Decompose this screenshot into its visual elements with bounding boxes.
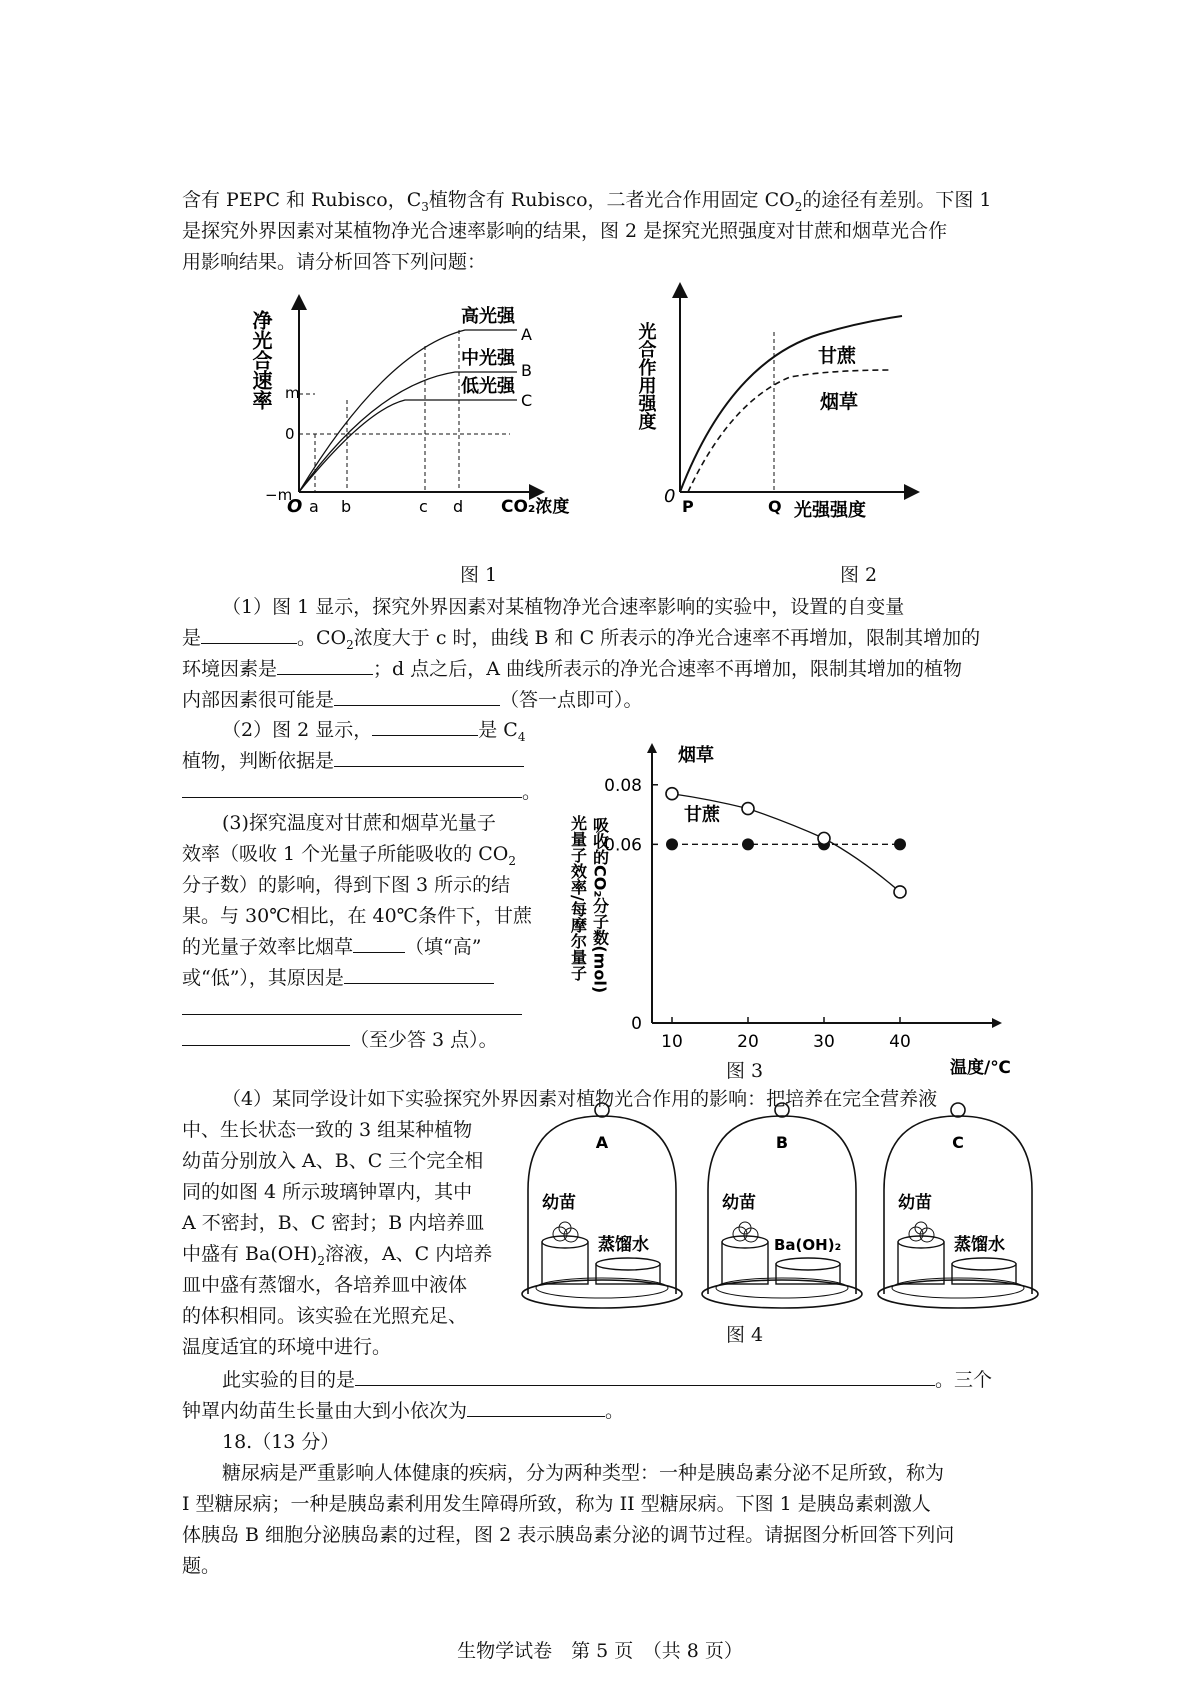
q1-line-3: 环境因素是 ；d 点之后，A 曲线所表示的净光合速率不再增加，限制其增加的植物	[182, 658, 962, 680]
fig3-point-tobacco	[818, 832, 830, 844]
fig2-series-sugarcane: 甘蔗	[818, 345, 857, 367]
q4-line-6: 中盛有 $Ba(OH)_2$溶液，A、C 内培养	[182, 1243, 493, 1268]
q4-line-1: （4）某同学设计如下实验探究外界因素对植物光合作用的影响：把培养在完全营养液	[222, 1088, 938, 1110]
q4-line-10: 此实验的目的是 。三个	[222, 1369, 993, 1391]
q4-line-9: 温度适宜的环境中进行。	[182, 1336, 392, 1358]
q3-line-4: 果。与 30℃相比，在 40℃条件下，甘蔗	[182, 905, 532, 927]
figure-1	[249, 290, 585, 520]
fig3-ylabel-2: 吸收的CO₂分子数(mol)	[590, 817, 610, 994]
q18-line-4: 题。	[182, 1555, 221, 1577]
fig1-xtick-d: d	[453, 497, 464, 516]
fig3-xtick-label: 10	[661, 1032, 683, 1052]
fig1-curve-c-name: 低光强	[461, 376, 515, 397]
bell-jar-a	[522, 1103, 682, 1308]
q3-line-6: 或“低”），其原因是	[182, 964, 494, 992]
fig3-ytick-label: 0.08	[604, 775, 642, 796]
fig1-curve-a-letter: A	[521, 325, 532, 344]
q18-title: 18.（13 分）	[222, 1431, 340, 1453]
fig3-y-arrow	[647, 743, 657, 753]
fig1-curve-a-name: 高光强	[461, 306, 515, 327]
q4-line-5: A 不密封，B、C 密封；B 内培养皿	[182, 1212, 485, 1234]
bell-a-label: A	[595, 1133, 609, 1152]
fig3-ytick-label: 0	[631, 1014, 642, 1034]
q3-line-3: 分子数）的影响，得到下图 3 所示的结	[182, 874, 511, 896]
q18-line-3: 体胰岛 B 细胞分泌胰岛素的过程，图 2 表示胰岛素分泌的调节过程。请据图分析回答下列问	[182, 1524, 955, 1546]
fig3-caption: 图 3	[726, 1060, 764, 1082]
fig3-point-tobacco	[666, 788, 678, 800]
fig3-point-tobacco	[894, 886, 906, 898]
fig2-xlabel: 光强强度	[794, 500, 866, 521]
fig1-caption: 图 1	[460, 564, 498, 586]
bell-jar-c	[878, 1103, 1038, 1308]
fig1-xlabel: CO₂浓度	[501, 497, 570, 517]
fig2-origin: 0	[664, 486, 676, 507]
q1-line-1: （1）图 1 显示，探究外界因素对某植物净光合速率影响的实验中，设置的自变量	[222, 596, 905, 618]
intro-line-3: 用影响结果。请分析回答下列问题：	[182, 251, 487, 273]
fig1-xtick-c: c	[419, 497, 428, 516]
bell-b-seedling: 幼苗	[722, 1193, 756, 1213]
fig3-series-label-tobacco: 烟草	[678, 745, 714, 766]
q3-line-7	[182, 995, 522, 1023]
bell-c-seedling: 幼苗	[898, 1193, 932, 1213]
fig3-ytick-label: 0.06	[604, 835, 642, 856]
q2-line-3: 。	[182, 778, 541, 806]
q3-line-8: （至少答 3 点）。	[182, 1026, 498, 1054]
bell-c-label: C	[952, 1133, 964, 1152]
bell-b-liquid: Ba(OH)₂	[774, 1236, 842, 1254]
fig1-xtick-b: b	[341, 497, 352, 516]
fig1-curve-b-letter: B	[521, 361, 532, 380]
fig3-xlabel: 温度/℃	[950, 1058, 1011, 1078]
fig1-ytick-0: 0	[285, 425, 295, 443]
fig3-x-arrow	[992, 1018, 1002, 1028]
q1-line-4: 内部因素很可能是 （答一点即可）。	[182, 689, 643, 711]
q18-line-2: I 型糖尿病；一种是胰岛素利用发生障碍所致，称为 II 型糖尿病。下图 1 是胰岛素刺激人	[182, 1493, 931, 1515]
q4-line-3: 幼苗分别放入 A、B、C 三个完全相	[182, 1150, 484, 1172]
q4-line-8: 的体积相同。该实验在光照充足、	[182, 1305, 468, 1327]
fig1-xtick-a: a	[309, 497, 319, 516]
bell-jar-b	[702, 1103, 862, 1308]
fig2-xtick-p: P	[682, 497, 694, 516]
fig1-origin: O	[287, 496, 303, 517]
fig3-xtick-label: 30	[813, 1032, 835, 1052]
fig1-curve-b-name: 中光强	[461, 348, 515, 369]
fig3-point-tobacco	[742, 803, 754, 815]
figure-2	[635, 282, 950, 522]
fig1-ytick-m: m	[285, 384, 300, 402]
fig3-ylabel-1: 光量子效率/每摩尔量子	[568, 815, 588, 981]
q4-line-2: 中、生长状态一致的 3 组某种植物	[182, 1119, 473, 1141]
q1-line-2: 是 。$CO_2$浓度大于 c 时，曲线 B 和 C 所表示的净光合速率不再增加，限制其增加的	[182, 627, 981, 652]
fig4-caption: 图 4	[726, 1324, 764, 1346]
fig2-xtick-q: Q	[768, 497, 782, 516]
q4-line-4: 同的如图 4 所示玻璃钟罩内，其中	[182, 1181, 473, 1203]
intro-line-1: 含有 PEPC 和 Rubisco，$C_3$植物含有 Rubisco，二者光合作用固定 $CO_2$的途径有差别。下图 1	[182, 189, 992, 214]
q3-line-5: 的光量子效率比烟草 （填“高”	[182, 936, 482, 958]
fig1-curve-c-letter: C	[521, 391, 533, 410]
q3-line-1: (3)探究温度对甘蔗和烟草光量子	[222, 812, 496, 834]
q18-line-1: 糖尿病是严重影响人体健康的疾病，分为两种类型：一种是胰岛素分泌不足所致，称为	[222, 1462, 945, 1484]
bell-b-label: B	[775, 1133, 789, 1152]
fig3-xtick-label: 20	[737, 1032, 759, 1052]
q4-line-7: 皿中盛有蒸馏水，各培养皿中液体	[182, 1274, 468, 1296]
bell-a-liquid: 蒸馏水	[598, 1235, 649, 1255]
fig1-ytick-negm: −m	[265, 486, 293, 504]
bell-a-seedling: 幼苗	[542, 1193, 576, 1213]
q2-line-2: 植物，判断依据是	[182, 747, 524, 775]
figure-4	[520, 1098, 1040, 1318]
fig3-point-sugarcane	[894, 838, 906, 850]
page-footer: 生物学试卷 第 5 页 （共 8 页）	[457, 1640, 743, 1662]
bell-c-liquid: 蒸馏水	[954, 1235, 1005, 1255]
intro-line-2: 是探究外界因素对某植物净光合速率影响的结果，图 2 是探究光照强度对甘蔗和烟草光合作	[182, 220, 948, 242]
q3-line-2: 效率（吸收 1 个光量子所能吸收的 $CO_2$	[182, 843, 516, 868]
fig2-caption: 图 2	[840, 564, 878, 586]
fig3-point-sugarcane	[666, 838, 678, 850]
q2-line-1: （2）图 2 显示， 是 $C_4$	[222, 719, 526, 744]
fig3-point-sugarcane	[742, 838, 754, 850]
fig3-xtick-label: 40	[889, 1032, 911, 1052]
q4-line-11: 钟罩内幼苗生长量由大到小依次为 。	[182, 1400, 625, 1422]
fig1-ylabel: 净光合速率	[249, 310, 273, 410]
fig3-series-label-sugarcane: 甘蔗	[684, 804, 720, 826]
fig2-ylabel: 光合作用强度	[635, 322, 657, 430]
fig2-series-tobacco: 烟草	[820, 391, 859, 413]
